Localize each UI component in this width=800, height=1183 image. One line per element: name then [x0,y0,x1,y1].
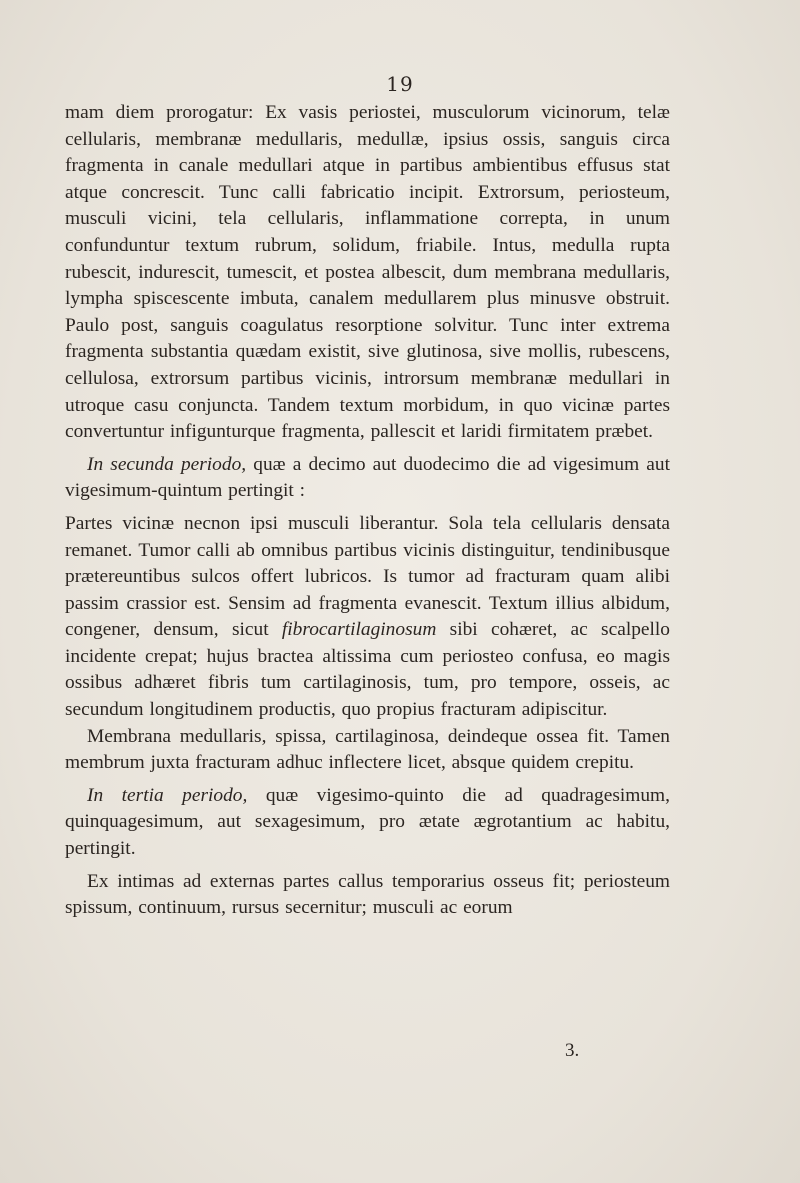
paragraph-4 [65,724,670,777]
paragraph-3-pre: sicut [231,619,282,641]
paragraph-2-text: quæ a decimo aut duodecimo die ad vigesimum aut vigesimum-quintum pertingit : [65,453,670,502]
body-text [65,100,670,922]
paragraph-5 [65,783,670,863]
paragraph-1 [65,100,670,446]
paragraph-5-text: quæ vigesimo-quinto die ad quadragesimum, quinquagesimum, aut sexagesimum, pro ætate ægrotantium ac habitu, pertingit. [65,784,670,860]
paragraph-4-text: Membrana medullaris, spissa, cartilaginosa, deindeque ossea fit. Tamen membrum juxta fracturam adhuc inflectere licet, absque quidem crepitu. [65,725,670,774]
paragraph-3-text: Partes vicinæ necnon ipsi musculi liberantur. Sola tela cellularis densata remanet. Tumor calli ab omnibus partibus vicinis distinguitur, tendinibusque prætereuntibus sulcos offert lubricos. Is tumor ad fracturam quam alibi passim crassior est. Sensim ad fragmenta evanescit. Textum illius albidum, congener, densum, [65,512,670,641]
page-number: 19 [386,72,414,96]
signature-mark: 3. [565,1040,580,1061]
paragraph-3-cont: sibi cohæret, ac scalpello incidente crepat; hujus bractea altissima cum periosteo confusa, eo magis ossibus adhæret fibris tum cartilaginosis, tum, pro tempore, osseis, ac secundum longitudinem productis, quo propius fracturam adipiscitur. [65,619,670,721]
paragraph-3-italic: fibrocartilaginosum [281,619,437,641]
paragraph-6 [65,869,670,922]
paragraph-6-text: Ex intimas ad externas partes callus temporarius osseus fit; periosteum spissum, continuum, rursus secernitur; musculi ac eorum [65,870,670,919]
paragraph-1-text: mam diem prorogatur: Ex vasis periostei, musculorum vicinorum, telæ cellularis, membranæ medullaris, medullæ, ipsius ossis, sanguis circa fragmenta in canale medullari atque in partibus ambientibus effusus stat atque concrescit. Tunc calli fabricatio incipit. Extrorsum, periosteum, musculi vicini, tela cellularis, inflammatione correpta, in unum confunduntur textum rubrum, solidum, friabile. Intus, medulla rupta rubescit, indurescit, tumescit, et postea albescit, dum membrana medullaris, lympha spiscescente imbuta, canalem medullarem plus minusve obstruit. Paulo post, sanguis coagulatus resorptione solvitur. Tunc inter extrema fragmenta substantia quædam existit, sive glutinosa, sive mollis, rubescens, cellulosa, extrorsum partibus vicinis, introrsum membranæ medullari in utroque casu conjuncta. Tandem textum morbidum, in quo vicinæ partes convertuntur infigunturque fragmenta, pallescit et laridi firmitatem præbet. [65,102,670,443]
paragraph-2-heading: In secunda periodo, [87,453,247,475]
paragraph-3 [65,511,670,724]
paragraph-2 [65,452,670,505]
paragraph-5-heading: In tertia periodo, [87,784,248,806]
